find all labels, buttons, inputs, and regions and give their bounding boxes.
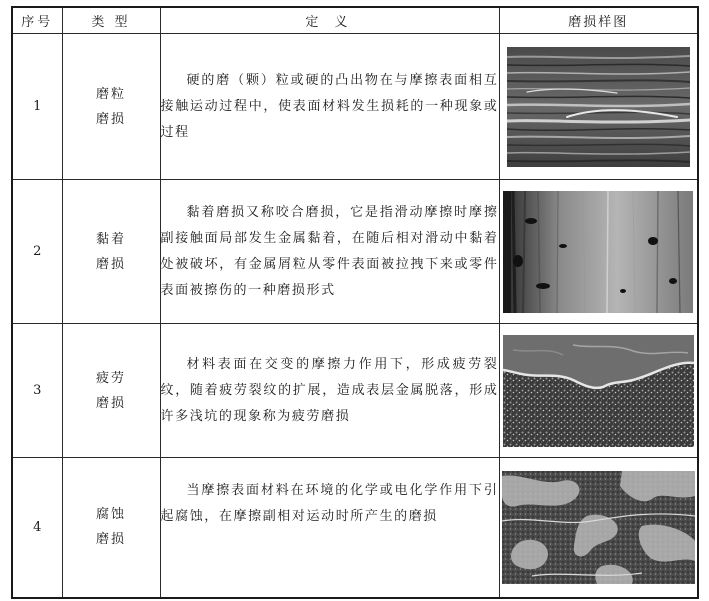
- row-sample-cell: [499, 34, 698, 180]
- row-type-line2: 磨损: [95, 395, 126, 411]
- row-type-line2: 磨损: [95, 532, 126, 548]
- row-definition: 当摩擦表面材料在环境的化学或电化学作用下引起腐蚀，在摩擦副相对运动时所产生的磨损: [160, 458, 499, 598]
- fatigue-wear-micrograph: [503, 335, 694, 447]
- row-index: 3: [12, 324, 62, 458]
- row-definition: 硬的磨（颗）粒或硬的凸出物在与摩擦表面相互接触运动过程中，使表面材料发生损耗的一种现象或过程: [160, 34, 499, 180]
- table-header-row: [12, 7, 698, 34]
- row-type-line1: 疲劳: [95, 370, 126, 386]
- header-sample: 磨损样图: [499, 7, 698, 34]
- row-type: [62, 34, 160, 180]
- wear-types-table: [11, 6, 699, 599]
- row-type: [62, 324, 160, 458]
- row-type-line2: 磨损: [95, 256, 126, 272]
- row-sample-cell: [499, 180, 698, 324]
- table-row: [12, 34, 698, 180]
- row-index: 2: [12, 180, 62, 324]
- row-definition: 黏着磨损又称咬合磨损，它是指滑动摩擦时摩擦副接触面局部发生金属黏着，在随后相对滑动中黏着处被破坏，有金属屑粒从零件表面被拉拽下来或零件表面被擦伤的一种磨损形式: [160, 180, 499, 324]
- adhesive-wear-micrograph: [503, 191, 693, 313]
- abrasive-wear-micrograph: [507, 47, 690, 167]
- table-row: [12, 324, 698, 458]
- table-row: [12, 180, 698, 324]
- row-sample-cell: [499, 324, 698, 458]
- row-index: 1: [12, 34, 62, 180]
- header-index: 序号: [12, 7, 62, 34]
- table-row: [12, 458, 698, 598]
- row-type-line2: 磨损: [95, 111, 126, 127]
- row-type-line1: 黏着: [95, 231, 126, 247]
- corrosive-wear-micrograph: [502, 471, 695, 584]
- row-type-line1: 磨粒: [95, 86, 126, 102]
- row-sample-cell: [499, 458, 698, 598]
- row-type-line1: 腐蚀: [95, 507, 126, 523]
- row-type: [62, 180, 160, 324]
- row-type: [62, 458, 160, 598]
- header-definition: 定 义: [160, 7, 499, 34]
- row-index: 4: [12, 458, 62, 598]
- row-definition: 材料表面在交变的摩擦力作用下，形成疲劳裂纹，随着疲劳裂纹的扩展，造成表层金属脱落，形成许多浅坑的现象称为疲劳磨损: [160, 324, 499, 458]
- header-type: 类 型: [62, 7, 160, 34]
